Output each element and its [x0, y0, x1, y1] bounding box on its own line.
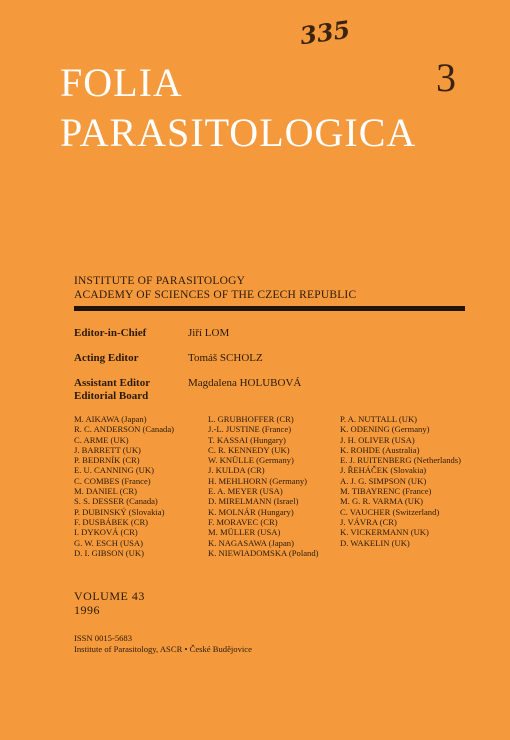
board-member: M. AIKAWA (Japan) [74, 414, 147, 424]
board-member: M. DANIEL (CR) [74, 486, 137, 497]
board-member: K. ROHDE (Australia) [340, 444, 420, 455]
board-member: K. MOLNÁR (Hungary) [208, 506, 294, 517]
board-member: F. MORAVEC (CR) [208, 516, 278, 527]
editor-name: Jiří LOM [188, 326, 230, 339]
board-member: I. DYKOVÁ (CR) [74, 527, 138, 538]
issn-block [74, 633, 252, 655]
editor-name: Magdalena HOLUBOVÁ [188, 376, 302, 389]
board-member: W. KNÜLLE (Germany) [208, 455, 294, 466]
board-member: C. VAUCHER (Switzerland) [340, 506, 440, 517]
board-member: F. DUSBÁBEK (CR) [74, 516, 149, 527]
board-member: M. TIBAYRENC (France) [340, 486, 432, 497]
editor-row [74, 345, 301, 370]
board-member: K. NIEWIADOMSKA (Poland) [208, 547, 319, 558]
board-member: M. MÜLLER (USA) [208, 527, 281, 538]
publisher-line: Institute of Parasitology, ASCR • České Budějovice [74, 644, 252, 654]
volume-year: 1996 [74, 603, 100, 617]
board-column-1 [74, 414, 174, 558]
editor-role: Acting Editor [74, 351, 139, 364]
board-member: H. MEHLHORN (Germany) [208, 475, 308, 486]
board-member: E. A. MEYER (USA) [208, 486, 283, 497]
board-member: C. R. KENNEDY (UK) [208, 444, 290, 455]
board-member: M. G. R. VARMA (UK) [340, 496, 424, 507]
editor-role: Editor-in-Chief [74, 326, 147, 339]
volume-label: VOLUME 43 [74, 589, 145, 603]
issn-number: ISSN 0015-5683 [74, 633, 133, 643]
board-member: J. ŘEHÁČEK (Slovakia) [340, 465, 427, 476]
institute-block [74, 274, 356, 302]
board-member: A. J. G. SIMPSON (UK) [340, 475, 427, 486]
editor-name: Tomáš SCHOLZ [188, 351, 263, 364]
board-member: E. U. CANNING (UK) [74, 465, 154, 476]
board-member: J. H. OLIVER (USA) [340, 434, 415, 445]
board-member: K. VICKERMANN (UK) [340, 527, 429, 538]
journal-title [60, 58, 416, 158]
board-member: S. S. DESSER (Canada) [74, 496, 158, 507]
handwritten-note: 335 [298, 14, 352, 51]
board-member: P. DUBINSKÝ (Slovakia) [74, 506, 165, 517]
board-member: T. KASSAI (Hungary) [208, 434, 286, 445]
institute-line2: ACADEMY OF SCIENCES OF THE CZECH REPUBLIC [74, 289, 357, 301]
editor-row [74, 320, 301, 345]
board-column-3 [340, 414, 461, 548]
board-member: P. BEDRNÍK (CR) [74, 455, 140, 466]
board-member: L. GRUBHOFFER (CR) [208, 414, 294, 424]
board-member: J. VÁVRA (CR) [340, 516, 397, 527]
board-column-2 [208, 414, 319, 558]
board-member: C. ARME (UK) [74, 434, 129, 445]
journal-title-line1: FOLIA [60, 60, 183, 105]
institute-line1: INSTITUTE OF PARASITOLOGY [74, 275, 246, 287]
board-member: P. A. NUTTALL (UK) [340, 414, 418, 424]
board-member: R. C. ANDERSON (Canada) [74, 424, 175, 435]
board-member: J.-L. JUSTINE (France) [208, 424, 292, 435]
board-member: K. ODENING (Germany) [340, 424, 430, 435]
board-member: D. MIRELMANN (Israel) [208, 496, 299, 507]
board-member: D. WAKELIN (UK) [340, 537, 410, 548]
volume-block [74, 589, 145, 617]
issue-number: 3 [436, 55, 456, 100]
board-member: C. COMBES (France) [74, 475, 151, 486]
editors-list [74, 320, 301, 395]
editorial-board-title: Editorial Board [74, 390, 149, 402]
board-member: J. BARRETT (UK) [74, 444, 141, 455]
board-member: E. J. RUITENBERG (Netherlands) [340, 455, 462, 466]
journal-title-line2: PARASITOLOGICA [60, 110, 417, 155]
board-member: K. NAGASAWA (Japan) [208, 537, 294, 548]
divider-rule [74, 306, 465, 311]
board-member: G. W. ESCH (USA) [74, 537, 143, 548]
editor-role: Assistant Editor [74, 376, 151, 389]
board-member: J. KULDA (CR) [208, 465, 265, 476]
board-member: D. I. GIBSON (UK) [74, 547, 144, 558]
